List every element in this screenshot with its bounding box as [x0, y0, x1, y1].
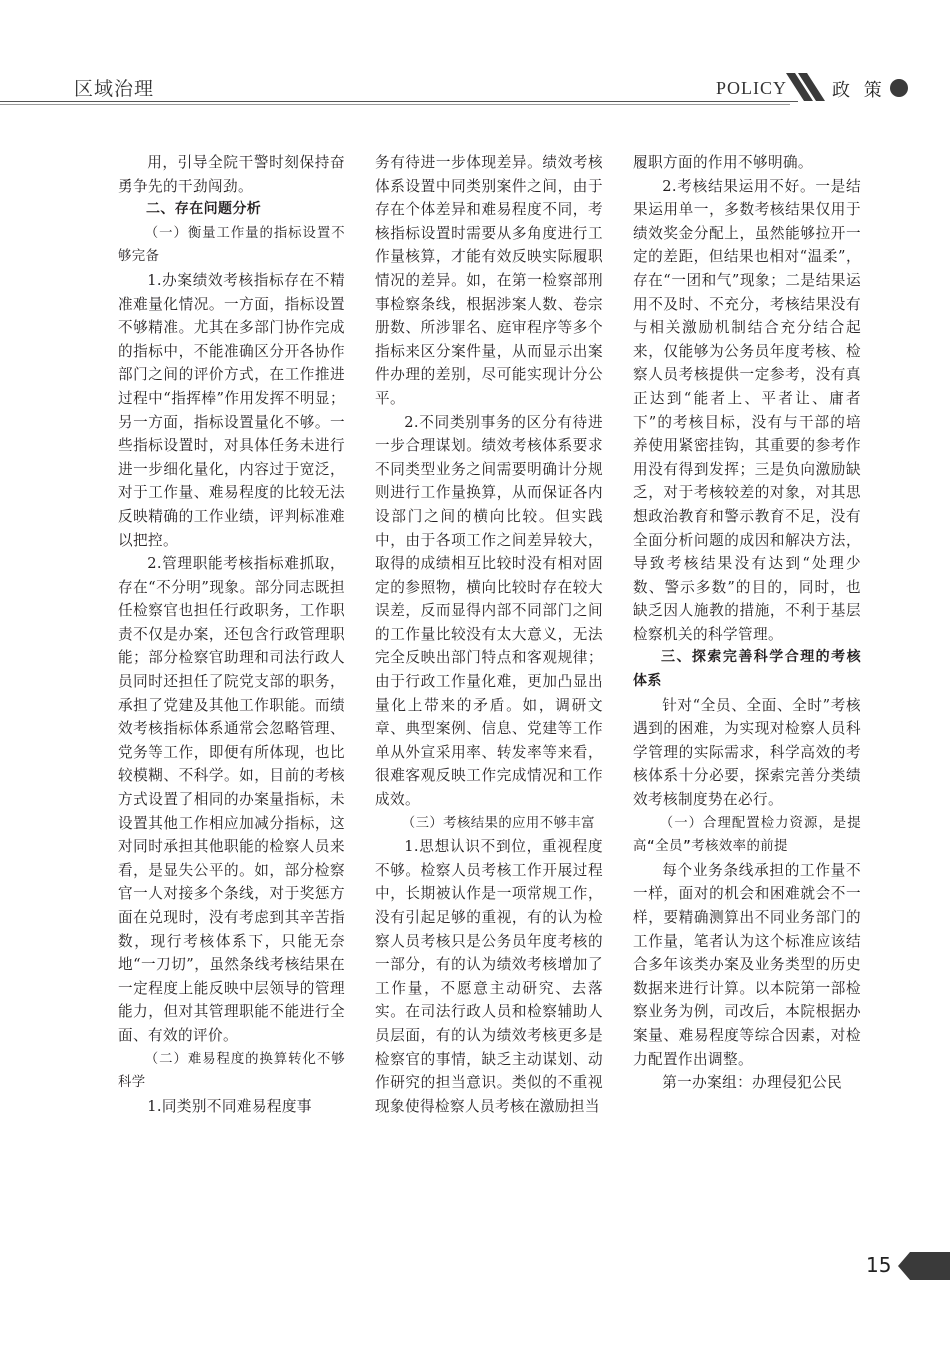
text-column-2: [375, 151, 603, 1118]
section-title-right: 政 策: [832, 80, 886, 101]
paragraph: 每个业务条线承担的工作量不一样，面对的机会和困难就会不一样，要精确测算出不同业务部门的工作量，笔者认为这个标准应该结合多年该类办案及业务类型的历史数据来进行计算。以本院第一部检察业务为例，司改后，本院根据办案量、难易程度等综合因素，对检力配置作出调整。: [633, 861, 861, 1068]
paragraph: 1.思想认识不到位，重视程度不够。检察人员考核工作开展过程中，长期被认作是一项常规工作，没有引起足够的重视，有的认为检察人员考核只是公务员年度考核的一部分，有的认为绩效考核增加了工作量，不愿意主动研究、去落实。在司法行政人员和检察辅助人员层面，有的认为绩效考核更多是检察官的事情，缺乏主动谋划、动作研究的担当意识。类似的不重视现象使得检察人员考核在激励担当: [375, 838, 603, 1115]
page-tab-icon: [898, 1252, 950, 1280]
text-column-3: [633, 151, 861, 1095]
section-heading: 二、存在问题分析: [146, 201, 262, 218]
text-column-1: [118, 151, 345, 1118]
paragraph: 针对“全员、全面、全时”考核遇到的困难，为实现对检察人员科学管理的实际需求，科学高效的考核体系十分必要，探索完善分类绩效考核制度势在必行。: [633, 696, 861, 809]
paragraph: 2.考核结果运用不好。一是结果运用单一，多数考核结果仅用于绩效奖金分配上，虽然能够拉开一定的差距，但结果也相对“温柔”，存在“一团和气”现象；二是结果运用不及时、不充分，考核结果没有与相关激励机制结合充分结合起来，仅能够为公务员年度考核、检察人员考核提供一定参考，没有真正达到“能者上、平者让、庸者下”的考核目标，没有与干部的培养使用紧密挂钩，其重要的参考作用没有得到发挥；三是负向激励缺乏，对于考核较差的对象，对其思想政治教育和警示教育不足，没有全面分析问题的成因和解决方法，导致考核结果没有达到“处理少数、警示多数”的目的，同时，也缺乏因人施教的措施，不利于基层检察机关的科学管理。: [633, 177, 861, 643]
subsection-heading: （一）合理配置检力资源，是提高“全员”考核效率的前提: [633, 815, 861, 855]
header-rule: [0, 101, 798, 102]
paragraph: 2.不同类别事务的区分有待进一步合理谋划。绩效考核体系要求不同类型业务之间需要明确计分规则进行工作量换算，从而保证各内设部门之间的横向比较。但实践中，由于各项工作之间差异较大，取得的成绩相互比较时没有相对固定的参照物，横向比较时存在较大误差，反而显得内部不同部门之间的工作量比较没有太大意义，无法完全反映出部门特点和客观规律；由于行政工作量化难，更加凸显出量化上带来的矛盾。如，调研文章、典型案例、信息、党建等工作单从外宣采用率、转发率等来看，很难客观反映工作完成情况和工作成效。: [375, 413, 603, 809]
paragraph-continued: 履职方面的作用不够明确。: [633, 154, 813, 171]
brand-label: POLICY: [716, 78, 788, 98]
section-heading: 三、探索完善科学合理的考核体系: [633, 649, 861, 690]
subsection-heading: （三）考核结果的应用不够丰富: [401, 815, 595, 831]
header-rule-thin: [0, 104, 790, 105]
paragraph: 1.同类别不同难易程度事: [147, 1097, 312, 1115]
subsection-heading: （一）衡量工作量的指标设置不够完备: [118, 225, 345, 265]
slash-ornament-icon: [786, 72, 830, 102]
paragraph: 用，引导全院干警时刻保持奋勇争先的干劲闯劲。: [118, 154, 345, 195]
paragraph: 2.管理职能考核指标难抓取，存在“不分明”现象。部分同志既担任检察官也担任行政职务，工作职责不仅是办案，还包含行政管理职能；部分检察官助理和司法行政人员同时还担任了院党支部的职务，承担了党建及其他工作职能。而绩效考核指标体系通常会忽略管理、党务等工作，即便有所体现，也比较模糊、不科学。如，目前的考核方式设置了相同的办案量指标，未设置其他工作相应加减分指标，这对同时承担其他职能的检察人员来看，是显失公平的。如，部分检察官一人对接多个条线，对于奖惩方面在兑现时，没有考虑到其辛苦指数，现行考核体系下，只能无奈地“一刀切”，虽然条线考核结果在一定程度上能反映中层领导的管理能力，但对其管理职能不能进行全面、有效的评价。: [118, 555, 345, 1044]
page-number: 15: [866, 1253, 892, 1277]
paragraph-continued: 务有待进一步体现差异。绩效考核体系设置中同类别案件之间，由于存在个体差异和难易程度不同，考核指标设置时需要从多角度进行工作量核算，才能有效反映实际履职情况的差异。如，在第一检察部刑事检察条线，根据涉案人数、卷宗册数、所涉罪名、庭审程序等多个指标来区分案件量，从而显示出案件办理的差别，尽可能实现计分公平。: [375, 154, 603, 407]
subsection-heading: （二）难易程度的换算转化不够科学: [118, 1051, 345, 1091]
bullet-dot-icon: [890, 79, 908, 97]
paragraph: 第一办案组：办理侵犯公民: [662, 1074, 843, 1092]
section-title-left: 区域治理: [74, 78, 155, 100]
paragraph: 1.办案绩效考核指标存在不精准难量化情况。一方面，指标设置不够精准。尤其在多部门协作完成的指标中，不能准确区分开各协作部门之间的评价方式，在工作推进过程中“指挥棒”作用发挥不明显；另一方面，指标设置量化不够。一些指标设置时，对具体任务未进行进一步细化量化，内容过于宽泛，对于工作量、难易程度的比较无法反映精确的工作业绩，评判标准难以把控。: [118, 271, 345, 549]
